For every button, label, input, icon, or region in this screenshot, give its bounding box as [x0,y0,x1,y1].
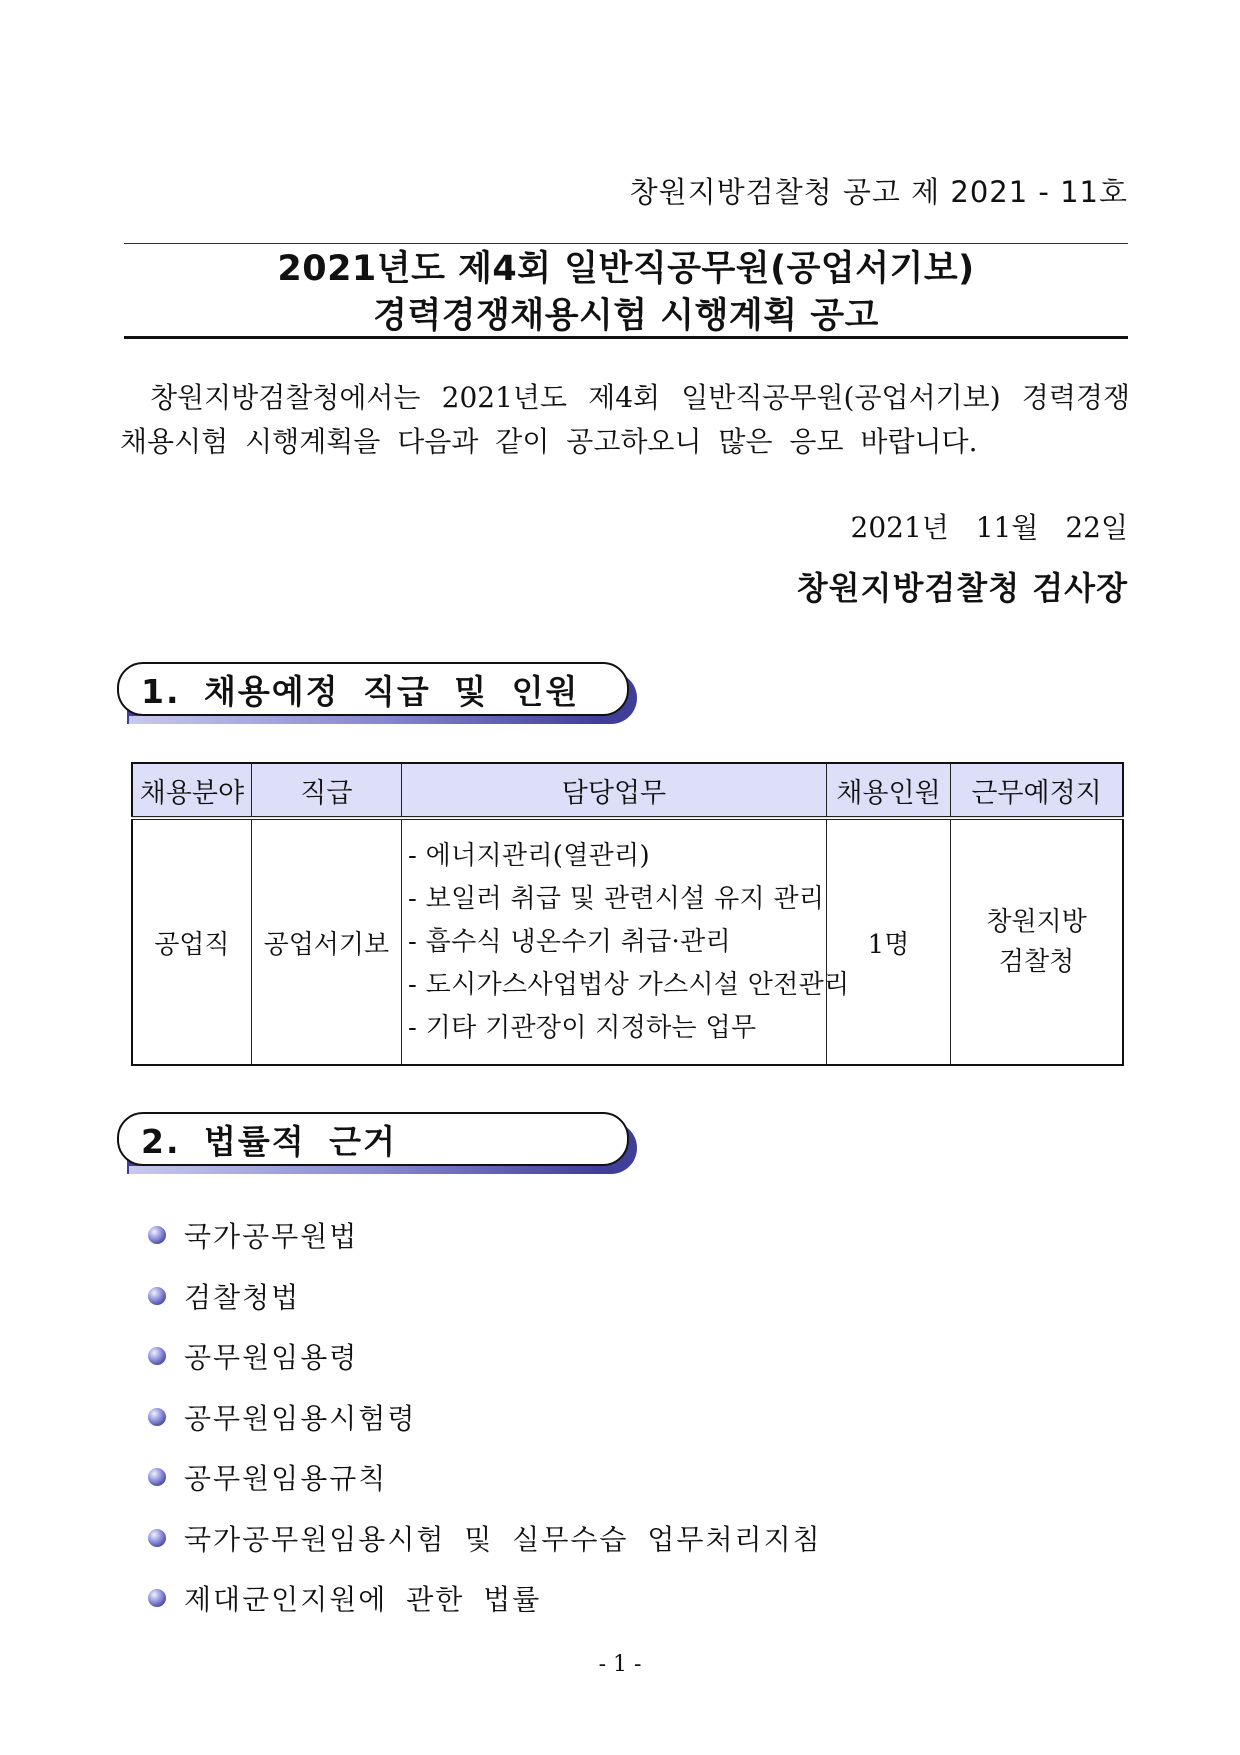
section-1-heading [117,662,639,722]
title-line-1: 2021년도 제4회 일반직공무원(공업서기보) [277,249,975,289]
law-name: 국가공무원임용시험 및 실무수습 업무처리지침 [184,1522,822,1556]
duty-item: - 보일러 취급 및 관련시설 유지 관리 [408,883,825,914]
law-list [148,1205,822,1629]
title-line-2: 경력경쟁채용시험 시행계획 공고 [373,296,879,336]
header-location: 근무예정지 [951,763,1123,818]
bullet-icon [148,1226,166,1244]
location-line-1: 창원지방 [986,907,1087,937]
title-bottom-rule [124,336,1128,339]
list-item [148,1447,822,1508]
header-duties: 담당업무 [402,763,827,818]
header-count: 채용인원 [826,763,950,818]
bullet-icon [148,1408,166,1426]
heading-shadow-fade [129,716,599,724]
list-item [148,1326,822,1387]
list-item [148,1568,822,1629]
bullet-icon [148,1287,166,1305]
location-line-2: 검찰청 [998,947,1075,977]
cell-grade: 공업서기보 [251,818,401,1065]
cell-duties [402,818,850,1065]
law-name: 공무원임용규칙 [184,1462,388,1496]
law-name: 제대군인지원에 관한 법률 [184,1583,542,1617]
intro-paragraph [120,376,1130,464]
law-name: 검찰청법 [184,1280,301,1314]
section-2-title: 2. 법률적 근거 [141,1122,397,1161]
title-top-rule [124,243,1128,244]
duty-item: - 기타 기관장이 지정하는 업무 [408,1012,757,1043]
section-2-heading [117,1112,639,1172]
duty-item: - 에너지관리(열관리) [408,840,650,871]
duty-item: - 흡수식 냉온수기 취급·관리 [408,926,731,957]
notice-number: 창원지방검찰청 공고 제 2021 - 11호 [629,175,1128,209]
signer: 창원지방검찰청 검사장 [796,569,1128,607]
page-number: - 1 - [598,1652,642,1677]
heading-shadow-fade [129,1166,599,1174]
list-item [148,1508,822,1569]
table-header-row [132,763,1123,818]
document-title [124,246,1128,340]
law-name: 국가공무원법 [184,1220,359,1254]
cell-count: 1명 [826,818,950,1065]
header-field: 채용분야 [132,763,251,818]
header-grade: 직급 [251,763,401,818]
bullet-icon [148,1468,166,1486]
notice-date: 2021년 11월 22일 [850,511,1128,544]
cell-field: 공업직 [132,818,251,1065]
table-row [132,818,1123,1065]
section-1-title: 1. 채용예정 직급 및 인원 [141,672,580,711]
recruitment-table [131,762,1124,1066]
intro-text: 창원지방검찰청에서는 2021년도 제4회 일반직공무원(공업서기보) 경력경쟁 채용시험 시행계획을 다음과 같이 공고하오니 많은 응모 바랍니다. [120,381,1130,458]
law-name: 공무원임용시험령 [184,1401,417,1435]
bullet-icon [148,1589,166,1607]
list-item [148,1387,822,1448]
law-name: 공무원임용령 [184,1341,359,1375]
duty-item: - 도시가스사업법상 가스시설 안전관리 [408,969,850,1000]
list-item [148,1266,822,1327]
list-item [148,1205,822,1266]
bullet-icon [148,1529,166,1547]
bullet-icon [148,1347,166,1365]
cell-location [951,818,1123,1065]
